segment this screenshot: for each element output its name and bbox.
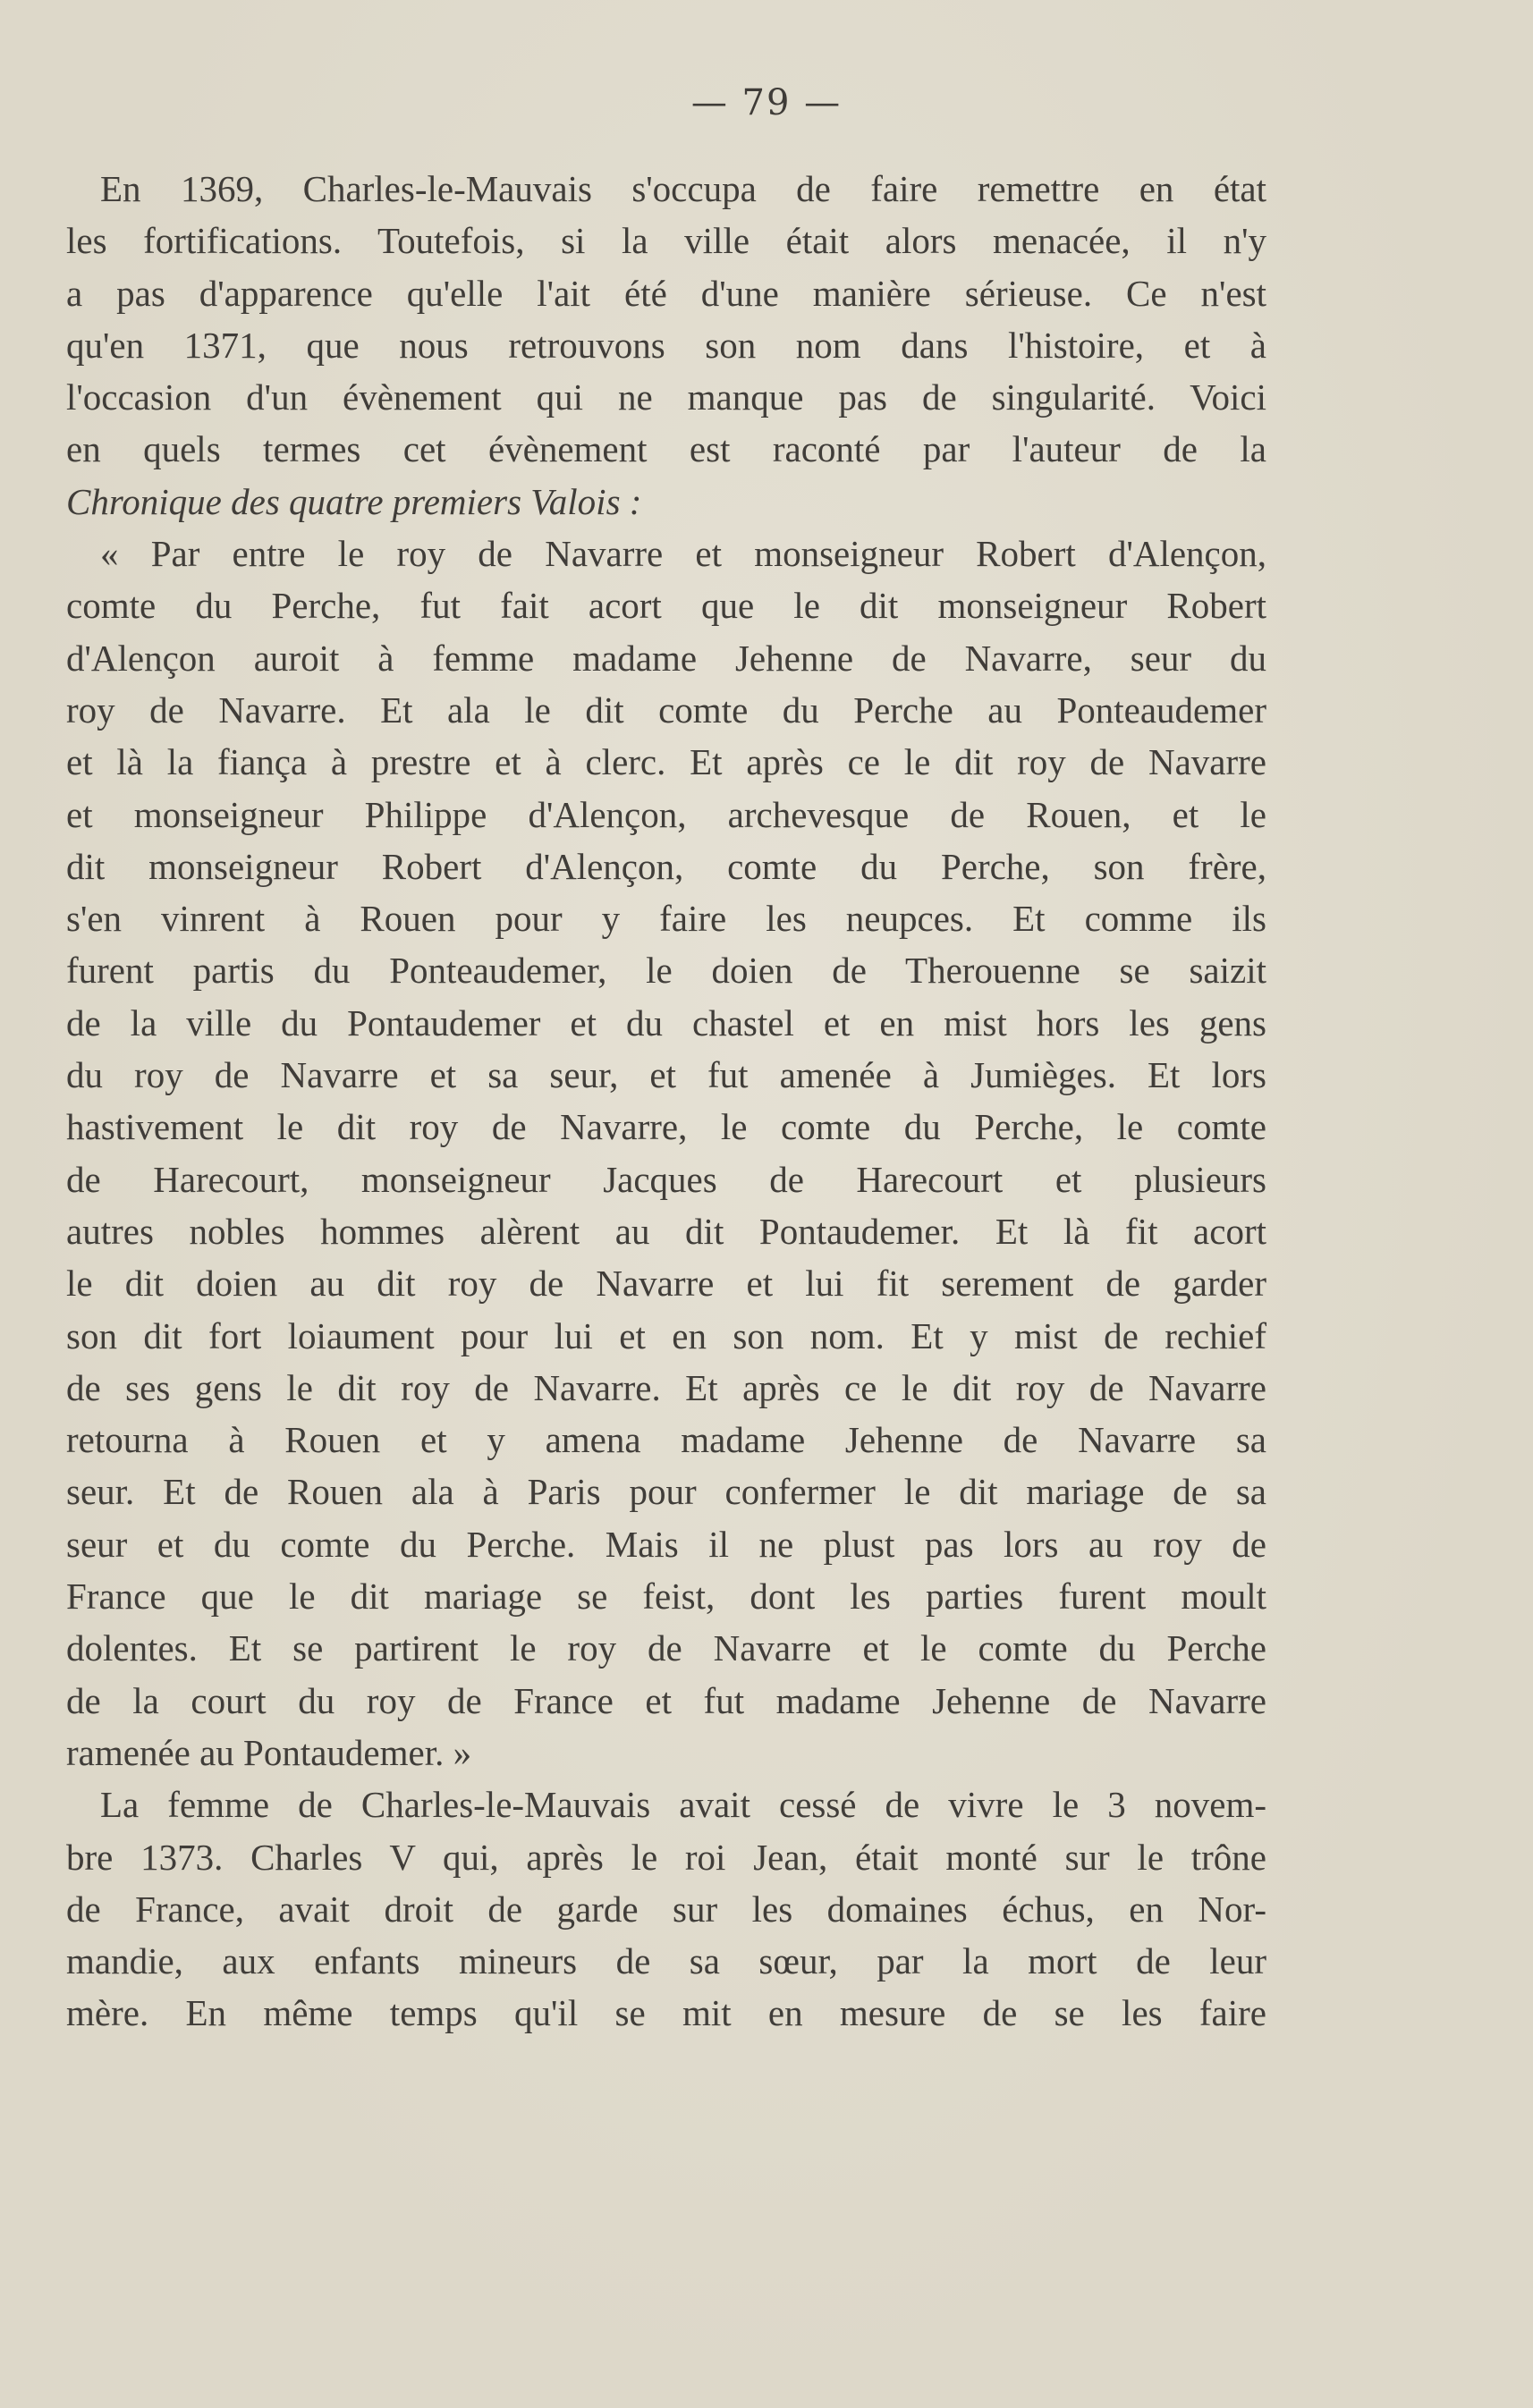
text-line: furent partis du Ponteaudemer, le doien de Therouenne se saizit — [66, 950, 1266, 992]
body-text — [66, 163, 1266, 2040]
quote-start-line: « Par entre le roy de Navarre et monseigneur Robert d'Alençon, — [100, 533, 1266, 575]
text-line: du roy de Navarre et sa seur, et fut amenée à Jumièges. Et lors — [66, 1054, 1266, 1096]
text-line: de Harecourt, monseigneur Jacques de Harecourt et plusieurs — [66, 1158, 1266, 1200]
page-number: — 79 — — [690, 82, 843, 123]
text-line: et là la fiança à prestre et à clerc. Et après ce le dit roy de Navarre — [66, 741, 1266, 783]
text-line: de la ville du Pontaudemer et du chastel et en mist hors les gens — [66, 1001, 1266, 1043]
text-line: dit monseigneur Robert d'Alençon, comte du Perche, son frère, — [66, 845, 1266, 887]
text-line: de la court du roy de France et fut madame Jehenne de Navarre — [66, 1679, 1266, 1721]
text-line: de France, avait droit de garde sur les domaines échus, en Nor- — [66, 1888, 1266, 1930]
text-line: qu'en 1371, que nous retrouvons son nom dans l'histoire, et à — [66, 324, 1266, 366]
text-line: France que le dit mariage se feist, dont les parties furent moult — [66, 1576, 1266, 1618]
text-line: En 1369, Charles-le-Mauvais s'occupa de faire remettre en état — [100, 168, 1266, 209]
text-line: mandie, aux enfants mineurs de sa sœur, par la mort de leur — [66, 1940, 1266, 1982]
text-line: roy de Navarre. Et ala le dit comte du Perche au Ponteaudemer — [66, 689, 1266, 731]
text-line: et monseigneur Philippe d'Alençon, archevesque de Rouen, et le — [66, 793, 1266, 835]
text-line: d'Alençon auroit à femme madame Jehenne de Navarre, seur du — [66, 637, 1266, 679]
text-line: dolentes. Et se partirent le roy de Navarre et le comte du Perche — [66, 1627, 1266, 1669]
text-line: La femme de Charles-le-Mauvais avait cessé de vivre le 3 novem- — [100, 1784, 1266, 1826]
text-line: seur. Et de Rouen ala à Paris pour confermer le dit mariage de sa — [66, 1471, 1266, 1513]
quote-end-line: ramenée au Pontaudemer. » — [66, 1731, 472, 1773]
text-line: de ses gens le dit roy de Navarre. Et après ce le dit roy de Navarre — [66, 1366, 1266, 1408]
text-line: l'occasion d'un évènement qui ne manque pas de singularité. Voici — [66, 376, 1266, 418]
text-line: en quels termes cet évènement est raconté par l'auteur de la — [66, 428, 1266, 470]
text-line: hastivement le dit roy de Navarre, le comte du Perche, le comte — [66, 1106, 1266, 1148]
text-line: les fortifications. Toutefois, si la ville était alors menacée, il n'y — [66, 220, 1266, 262]
text-line: son dit fort loiaument pour lui et en son nom. Et y mist de rechief — [66, 1314, 1266, 1356]
text-line: le dit doien au dit roy de Navarre et lui fit serement de garder — [66, 1263, 1266, 1305]
text-line: s'en vinrent à Rouen pour y faire les neupces. Et comme ils — [66, 898, 1266, 940]
text-line: retourna à Rouen et y amena madame Jehenne de Navarre sa — [66, 1419, 1266, 1461]
text-line: a pas d'apparence qu'elle l'ait été d'une manière sérieuse. Ce n'est — [66, 272, 1266, 314]
text-line: autres nobles hommes alèrent au dit Pontaudemer. Et là fit acort — [66, 1210, 1266, 1252]
text-line: mère. En même temps qu'il se mit en mesure de se les faire — [66, 1992, 1266, 2034]
text-line: comte du Perche, fut fait acort que le dit monseigneur Robert — [66, 585, 1266, 627]
text-line: seur et du comte du Perche. Mais il ne plust pas lors au roy de — [66, 1523, 1266, 1565]
source-title-line: Chronique des quatre premiers Valois : — [66, 480, 642, 522]
text-line: bre 1373. Charles V qui, après le roi Jean, était monté sur le trône — [66, 1836, 1266, 1878]
